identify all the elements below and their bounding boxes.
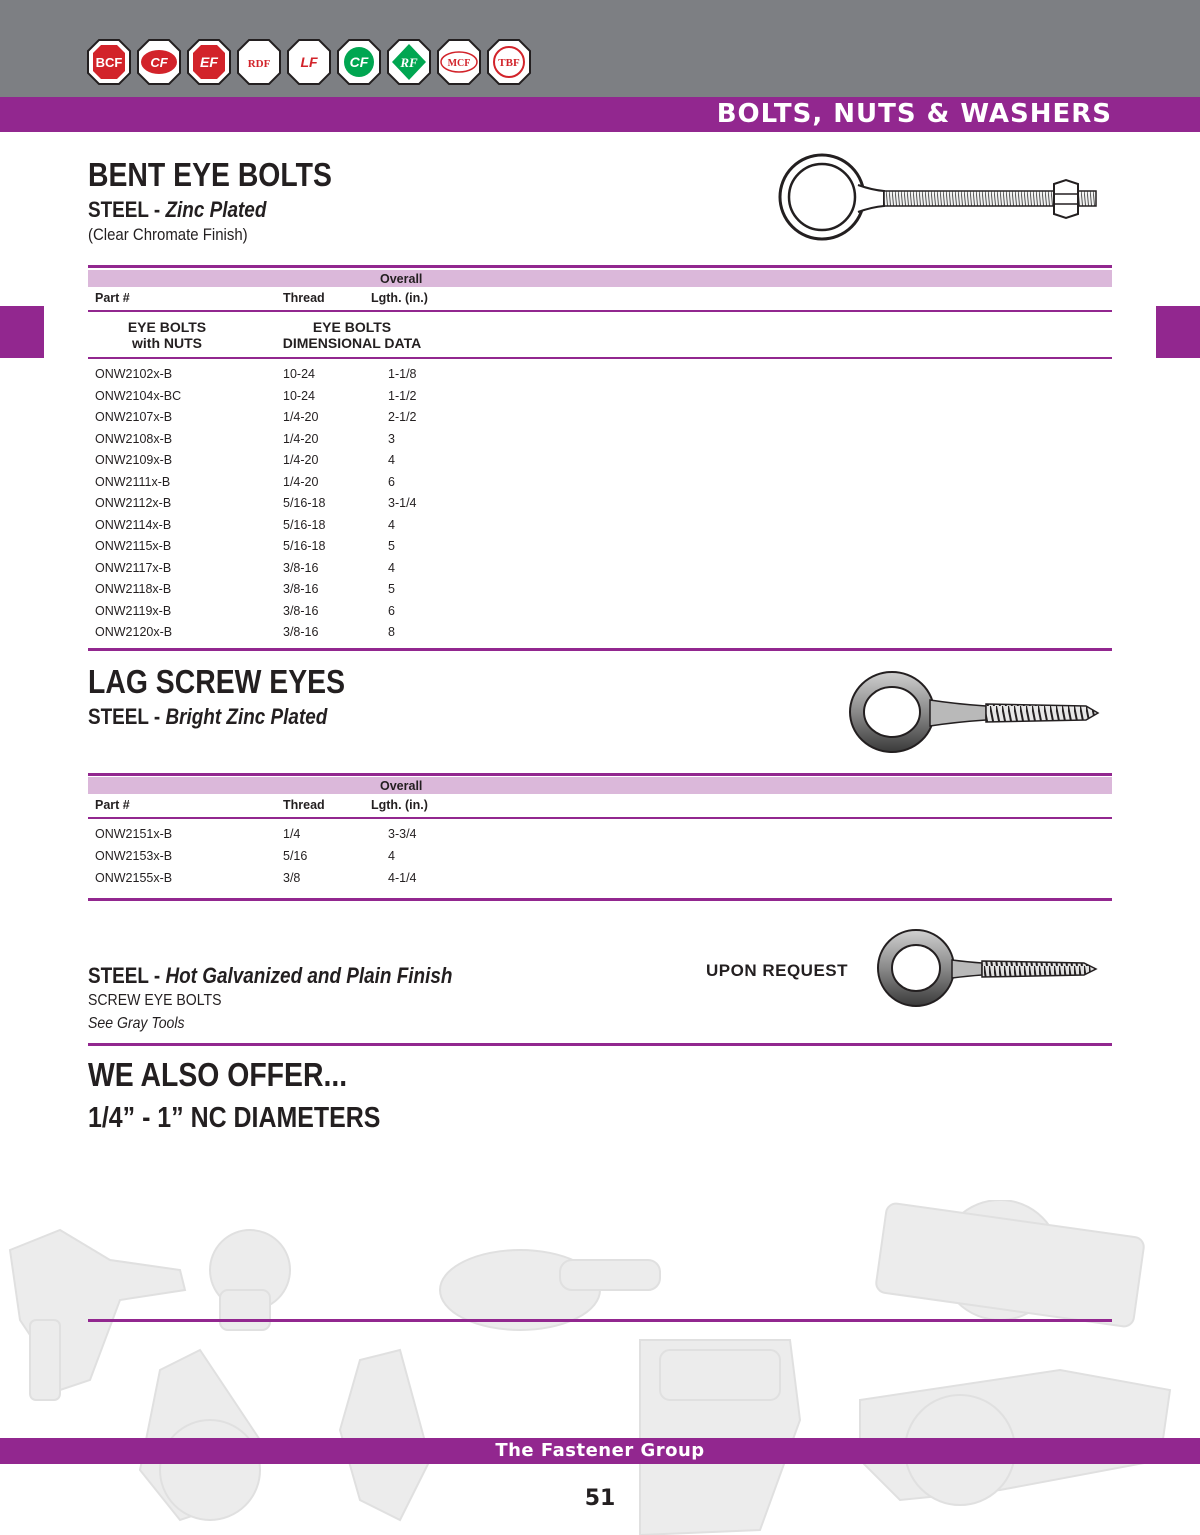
lag-th-part: Part #: [95, 798, 130, 812]
cell-part: ONW2117x-B: [95, 560, 172, 575]
bent-th-thread: Thread: [283, 291, 325, 305]
lag-table-top-rule: [88, 773, 1112, 776]
table-row: [0, 367, 600, 389]
cell-thread: 1/4-20: [283, 431, 319, 446]
table-row: [0, 496, 600, 518]
upon-request-label: UPON REQUEST: [706, 961, 849, 980]
lag-th-overall: Overall: [380, 779, 423, 793]
logo-rdf: [238, 40, 280, 84]
cell-length: 4: [388, 517, 395, 532]
logo-lf: [288, 40, 330, 84]
table-row: [0, 432, 600, 454]
cell-length: 2-1/2: [388, 410, 417, 424]
also-offer-subtitle: 1/4” - 1” NC DIAMETERS: [88, 1102, 381, 1134]
table-row: [0, 582, 600, 604]
logo-cf-green: [338, 40, 380, 84]
cell-part: ONW2112x-B: [95, 496, 172, 510]
bent-eye-bolts-material: STEEL - Zinc Plated: [88, 197, 267, 222]
lag-th-thread: Thread: [283, 798, 325, 812]
bent-th-length: Lgth. (in.): [371, 291, 428, 305]
table-row: [0, 604, 600, 626]
footer-company: The Fastener Group: [495, 1440, 705, 1461]
lag-th-length: Lgth. (in.): [371, 798, 428, 812]
table-row: [0, 389, 600, 411]
cell-thread: 1/4-20: [283, 453, 319, 467]
cell-length: 6: [388, 474, 395, 489]
logo-cf: [138, 40, 180, 84]
screw-eye-bolts-label: SCREW EYE BOLTS: [88, 992, 222, 1009]
page-number: 51: [584, 1486, 616, 1511]
cell-part: ONW2114x-B: [95, 517, 172, 532]
cell-part: ONW2115x-B: [95, 539, 172, 553]
lag-table-bottom-rule: [88, 898, 1112, 901]
cell-length: 4: [388, 560, 395, 575]
brand-logos: [86, 38, 536, 86]
cell-length: 4-1/4: [388, 871, 417, 885]
table-row: [0, 410, 600, 432]
cell-length: 3-1/4: [388, 496, 417, 510]
lag-table-body: [0, 827, 600, 893]
cell-part: ONW2102x-B: [95, 367, 173, 381]
side-tab-right: [1156, 306, 1200, 358]
table-row: [0, 625, 600, 647]
cell-part: ONW2120x-B: [95, 625, 173, 639]
cell-part: ONW2104x-BC: [95, 388, 182, 403]
bent-table-header-rule: [88, 310, 1112, 312]
cell-thread: 5/16-18: [283, 517, 326, 532]
cell-part: ONW2108x-B: [95, 431, 173, 446]
cell-length: 3-3/4: [388, 827, 417, 841]
logo-cf-text: CF: [150, 55, 168, 70]
bent-table-subheader-rule: [88, 357, 1112, 359]
bent-subheader-right-1: EYE BOLTS: [312, 319, 392, 335]
bent-table-top-rule: [88, 265, 1112, 268]
hot-galvanized-material: STEEL - Hot Galvanized and Plain Finish: [88, 963, 453, 988]
bent-subheader-left-2: with NUTS: [132, 335, 202, 351]
cell-part: ONW2119x-B: [95, 603, 172, 618]
cell-thread: 3/8-16: [283, 625, 319, 639]
logo-tbf: [488, 40, 530, 84]
cell-part: ONW2107x-B: [95, 410, 173, 424]
lag-screw-eyes-title: LAG SCREW EYES: [88, 663, 346, 700]
cell-length: 1-1/8: [388, 367, 417, 381]
bent-subheader-right-2: DIMENSIONAL DATA: [282, 335, 422, 351]
cell-thread: 1/4-20: [283, 474, 319, 489]
cell-thread: 3/8: [283, 871, 301, 885]
cell-length: 4: [388, 849, 395, 863]
bent-eye-bolts-title: BENT EYE BOLTS: [88, 156, 332, 193]
table-row: [0, 475, 600, 497]
logo-mcf: [438, 40, 480, 84]
cell-part: ONW2151x-B: [95, 827, 173, 841]
cell-length: 5: [388, 539, 395, 553]
logo-ef: [188, 40, 230, 84]
empty-area-rule: [88, 1319, 1112, 1322]
category-title: BOLTS, NUTS & WASHERS: [716, 99, 1112, 129]
cell-thread: 5/16-18: [283, 539, 326, 553]
logo-rf: [388, 40, 430, 84]
bent-subheader-left-1: EYE BOLTS: [127, 319, 207, 335]
lag-screw-eyes-material: STEEL - Bright Zinc Plated: [88, 704, 328, 729]
lag-table-header-shade: [88, 777, 1112, 794]
table-row: [0, 561, 600, 583]
hot-galvanized-bottom-rule: [88, 1043, 1112, 1046]
bent-th-overall: Overall: [380, 272, 423, 286]
cell-thread: 10-24: [283, 388, 315, 403]
table-row: [0, 453, 600, 475]
cell-part: ONW2155x-B: [95, 871, 173, 885]
logo-rf-text: RF: [400, 55, 418, 70]
logo-tbf-text: TBF: [498, 57, 520, 69]
cell-thread: 10-24: [283, 367, 315, 381]
bent-subheader-right: [262, 319, 442, 351]
side-tab-left: [0, 306, 44, 358]
cell-part: ONW2153x-B: [95, 849, 173, 863]
cell-part: ONW2118x-B: [95, 582, 172, 596]
cell-thread: 3/8-16: [283, 603, 319, 618]
cell-thread: 1/4: [283, 827, 301, 841]
cell-length: 6: [388, 603, 395, 618]
bent-subheader-left: [96, 319, 238, 351]
table-row: [0, 871, 600, 893]
see-gray-tools-label: See Gray Tools: [88, 1015, 185, 1032]
bent-table-header-shade: [88, 270, 1112, 287]
bent-table-bottom-rule: [88, 648, 1112, 651]
also-offer-title: WE ALSO OFFER...: [88, 1056, 348, 1093]
logo-cf-green-text: CF: [349, 54, 369, 70]
cell-length: 4: [388, 453, 395, 467]
logo-ef-text: EF: [200, 54, 218, 70]
cell-length: 1-1/2: [388, 388, 417, 403]
table-row: [0, 827, 600, 849]
power-tools-background-illustration: [0, 1200, 1200, 1535]
bent-table-body: [0, 367, 600, 647]
cell-part: ONW2111x-B: [95, 474, 171, 489]
bent-eye-bolt-illustration: [772, 150, 1102, 250]
bent-eye-bolts-note: (Clear Chromate Finish): [88, 225, 248, 244]
screw-eye-illustration: [874, 926, 1102, 1010]
lag-screw-eye-illustration: [846, 666, 1102, 758]
cell-length: 3: [388, 431, 395, 446]
cell-length: 5: [388, 582, 395, 596]
table-row: [0, 518, 600, 540]
cell-thread: 3/8-16: [283, 560, 319, 575]
logo-bcf-text: BCF: [95, 55, 123, 70]
cell-thread: 3/8-16: [283, 582, 319, 596]
logo-lf-text: LF: [300, 54, 318, 70]
cell-length: 8: [388, 625, 395, 639]
cell-thread: 1/4-20: [283, 410, 319, 424]
logo-rdf-text: RDF: [247, 58, 271, 70]
cell-part: ONW2109x-B: [95, 453, 173, 467]
table-row: [0, 849, 600, 871]
cell-thread: 5/16: [283, 849, 308, 863]
bent-th-part: Part #: [95, 291, 130, 305]
logo-mcf-text: MCF: [447, 58, 471, 69]
lag-table-header-rule: [88, 817, 1112, 819]
cell-thread: 5/16-18: [283, 496, 326, 510]
logo-bcf: [88, 40, 130, 84]
table-row: [0, 539, 600, 561]
